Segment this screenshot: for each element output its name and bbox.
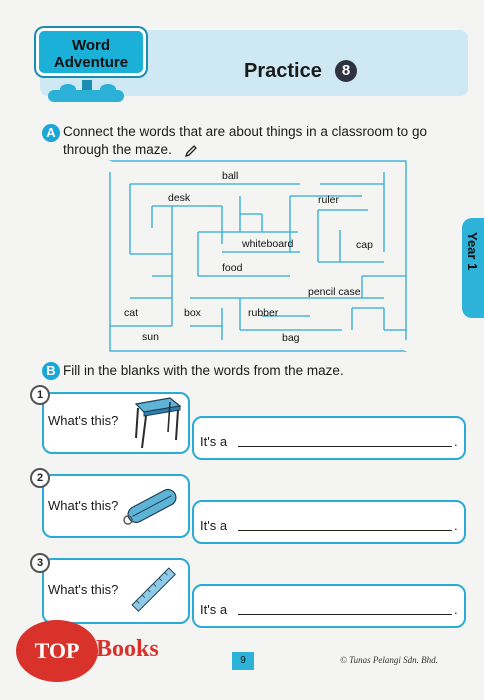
maze-word-food: food <box>222 262 243 274</box>
section-b-marker: B <box>42 362 60 380</box>
section-a-marker: A <box>42 124 60 142</box>
answer-3-prefix: It's a <box>200 602 228 617</box>
answer-2-bubble <box>192 500 466 544</box>
answer-3-period: . <box>454 602 458 617</box>
maze-word-ruler: ruler <box>318 194 340 206</box>
section-a-instruction-line2: through the maze. <box>63 142 172 157</box>
maze-word-pencil-case: pencil case <box>308 286 361 298</box>
practice-title: Practice <box>244 60 322 82</box>
maze-word-cap: cap <box>356 239 373 251</box>
sign-line-1: Word <box>71 37 111 54</box>
ruler-picture <box>126 562 182 618</box>
desk-picture <box>130 392 182 450</box>
copyright: © Tunas Pelangi Sdn. Bhd. <box>340 655 438 665</box>
answer-1-blank[interactable] <box>238 446 452 447</box>
answer-1-prefix: It's a <box>200 434 228 449</box>
answer-2-period: . <box>454 518 458 533</box>
pencil-case-picture <box>120 484 184 528</box>
question-2-text: What's this? <box>48 498 119 513</box>
section-a-instruction-line1: Connect the words that are about things in a classroom to go <box>63 124 427 139</box>
page-number: 9 <box>232 652 254 670</box>
answer-2-prefix: It's a <box>200 518 228 533</box>
question-1-number: 1 <box>30 385 50 405</box>
maze-word-ball: ball <box>222 170 239 182</box>
maze-word-desk: desk <box>168 192 191 204</box>
maze-word-whiteboard: whiteboard <box>242 238 294 250</box>
maze-word-rubber: rubber <box>248 307 279 319</box>
answer-1-bubble <box>192 416 466 460</box>
question-2-number: 2 <box>30 468 50 488</box>
answer-1-period: . <box>454 434 458 449</box>
question-3-text: What's this? <box>48 582 119 597</box>
answer-3-blank[interactable] <box>238 614 452 615</box>
maze-word-cat: cat <box>124 307 139 319</box>
answer-3-bubble <box>192 584 466 628</box>
topbooks-logo-books: Books <box>96 636 159 662</box>
question-1-text: What's this? <box>48 413 119 428</box>
maze-word-box: box <box>184 307 201 319</box>
topbooks-logo: TOP <box>16 620 98 682</box>
sign-line-2: Adventure <box>53 54 129 71</box>
year-tab-label: Year 1 <box>465 232 480 271</box>
maze-word-sun: sun <box>142 331 159 343</box>
practice-number-badge: 8 <box>335 60 357 82</box>
question-3-number: 3 <box>30 553 50 573</box>
section-b-instruction: Fill in the blanks with the words from the maze. <box>63 363 344 378</box>
maze-word-bag: bag <box>282 332 300 344</box>
answer-2-blank[interactable] <box>238 530 452 531</box>
